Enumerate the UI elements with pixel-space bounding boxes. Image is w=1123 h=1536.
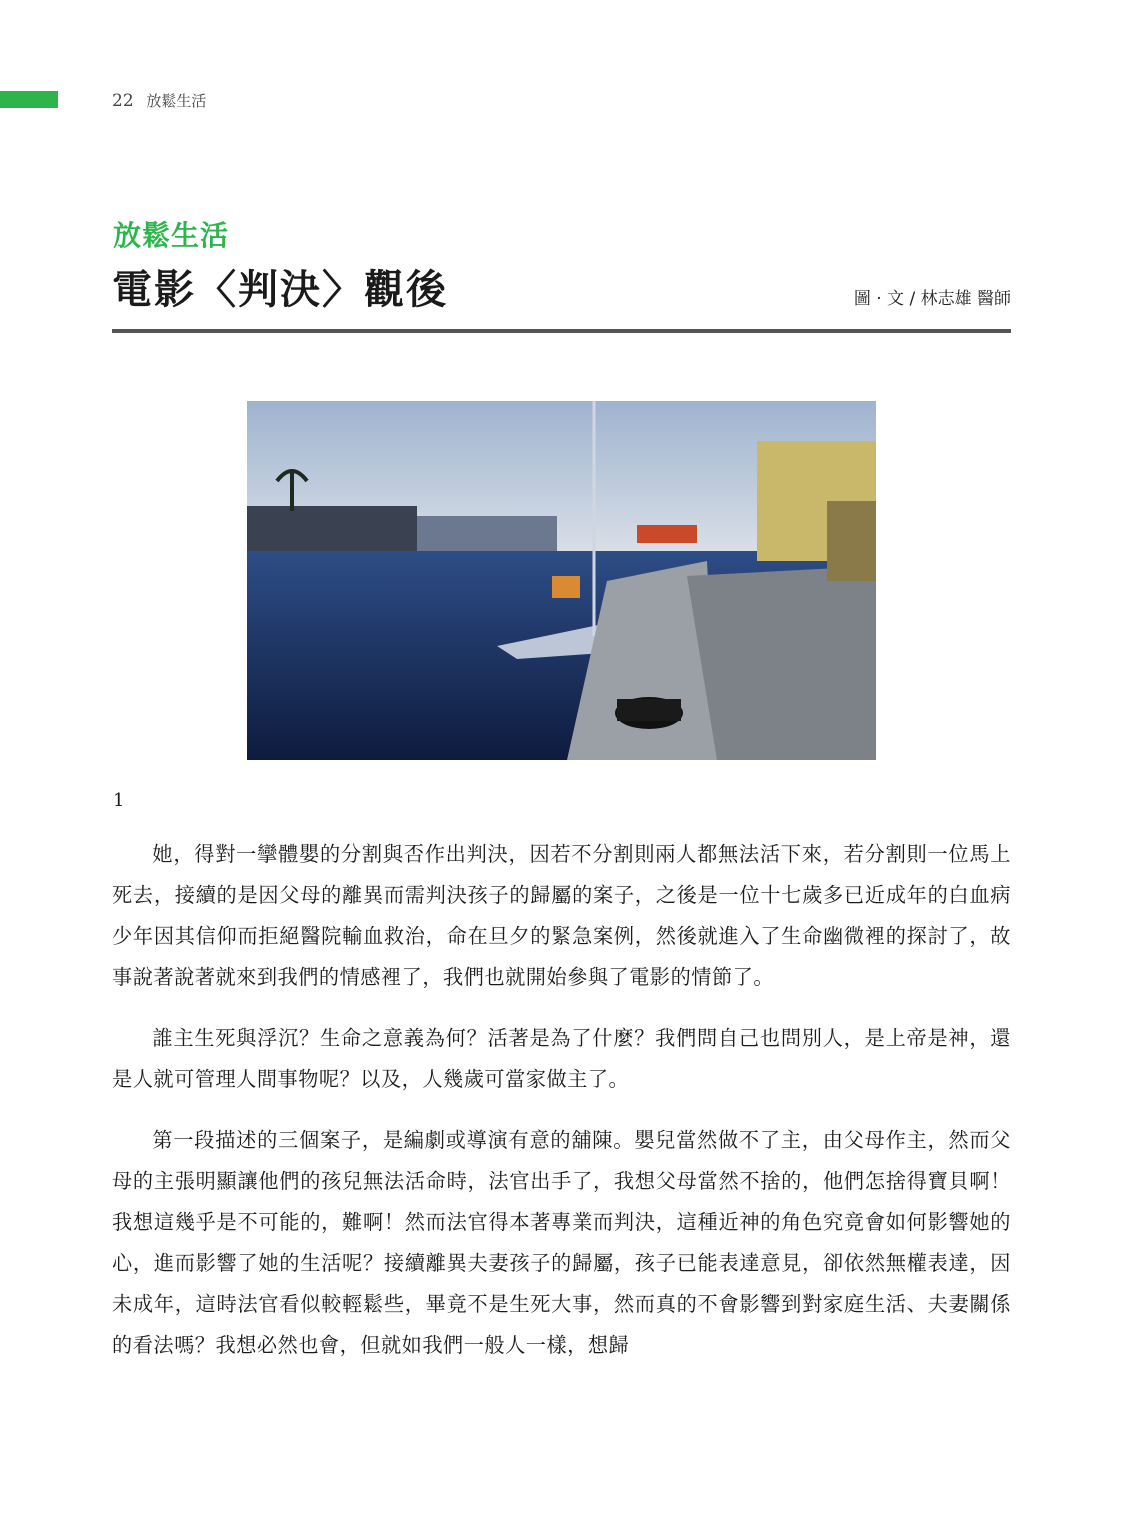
paragraph: 第一段描述的三個案子，是編劇或導演有意的舖陳。嬰兒當然做不了主，由父母作主，然而父母的主張明顯讓他們的孩兒無法活命時，法官出手了，我想父母當然不捨的，他們怎捨得寶貝啊！我想這幾乎是不可能的，難啊！然而法官得本著專業而判決，這種近神的角色究竟會如何影響她的心，進而影響了她的生活呢？接續離異夫妻孩子的歸屬，孩子已能表達意見，卻依然無權表達，因未成年，這時法官看似較輕鬆些，畢竟不是生死大事，然而真的不會影響到對家庭生活、夫妻關係的看法嗎？我想必然也會，但就如我們一般人一樣，想歸 bbox=[112, 1128, 1011, 1357]
byline: 圖 · 文 / 林志雄 醫師 bbox=[853, 289, 1011, 309]
paragraph: 她，得對一攣體嬰的分割與否作出判決，因若不分割則兩人都無法活下來，若分割則一位馬上死去，接續的是因父母的離異而需判決孩子的歸屬的案子，之後是一位十七歲多已近成年的白血病少年因其信仰而拒絕醫院輸血救治，命在旦夕的緊急案例，然後就進入了生命幽微裡的探討了，故事說著說著就來到我們的情感裡了，我們也就開始參與了電影的情節了。 bbox=[112, 842, 1011, 989]
paragraph: 誰主生死與浮沉？生命之意義為何？活著是為了什麼？我們問自己也問別人，是上帝是神，還是人就可管理人間事物呢？以及，人幾歲可當家做主了。 bbox=[112, 1026, 1011, 1091]
accent-bar bbox=[0, 91, 58, 108]
article-title: 電影〈判決〉觀後 bbox=[112, 267, 448, 313]
title-rule bbox=[112, 329, 1011, 333]
section-number: 1 bbox=[113, 790, 125, 811]
running-header bbox=[112, 90, 206, 111]
header-section: 放鬆生活 bbox=[146, 92, 207, 110]
section-tag: 放鬆生活 bbox=[113, 219, 230, 252]
page-number: 22 bbox=[112, 91, 134, 111]
harbor-photo bbox=[247, 401, 876, 760]
article-body bbox=[112, 834, 1011, 1386]
